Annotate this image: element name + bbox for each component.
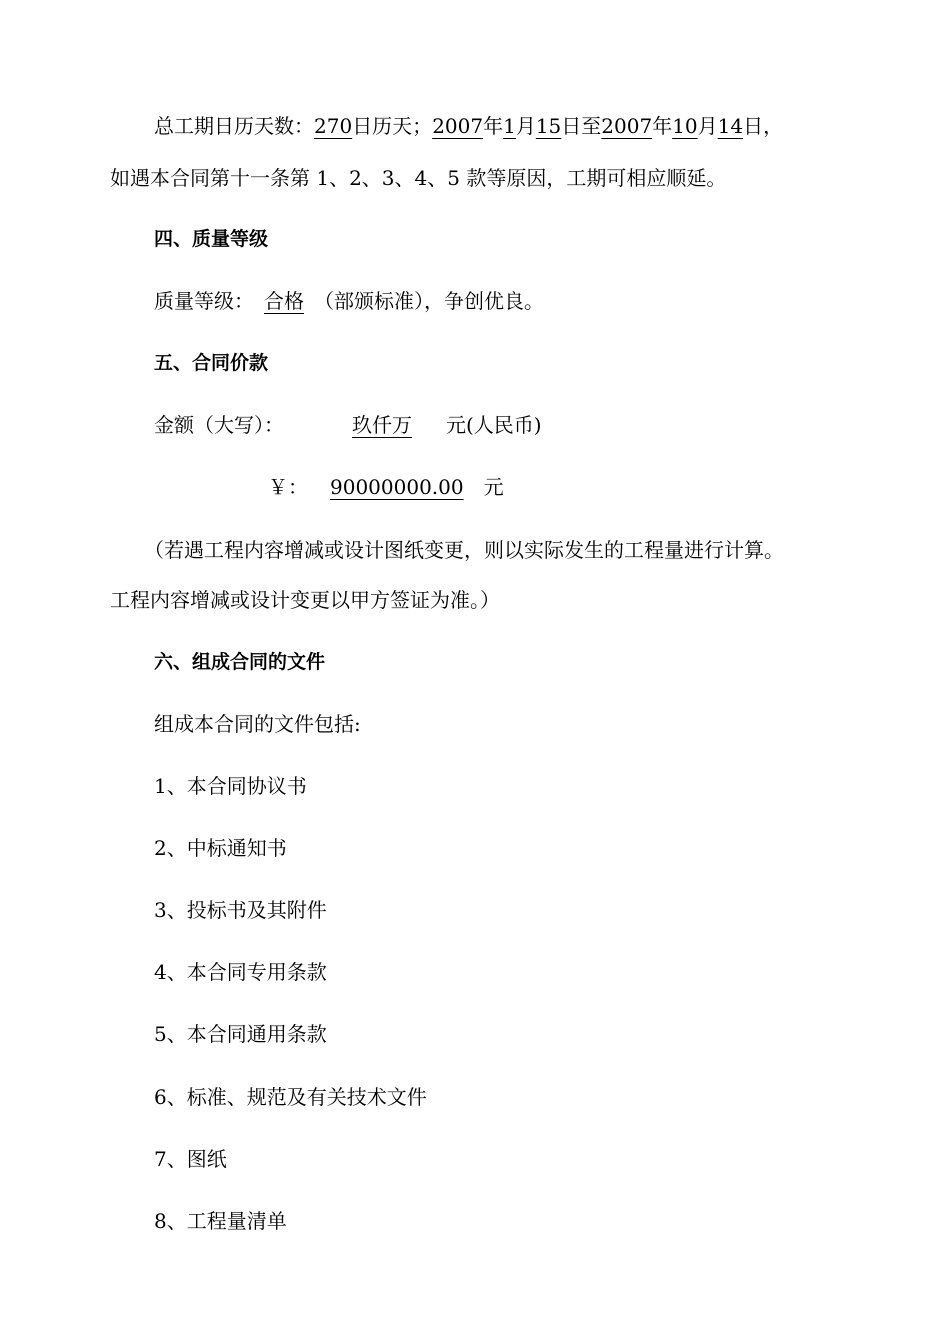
schedule-line [154,113,783,139]
start-day: 15 [535,114,562,138]
end-month: 10 [672,114,698,138]
year-char: 年 [652,114,673,138]
quality-suffix: （部颁标准），争创优良。 [314,289,544,313]
list-item: 4、本合同专用条款 [154,960,327,984]
start-year: 2007 [432,114,484,138]
end-day: 14 [717,114,744,138]
amount-label: 金额（大写）： [154,413,284,437]
amount-words-line [154,412,542,438]
list-item: 8、工程量清单 [154,1209,287,1233]
documents-heading: 六、组成合同的文件 [154,651,326,673]
date-to: 日至 [561,114,602,138]
list-item: 7、图纸 [154,1147,227,1171]
list-item: 1、本合同协议书 [154,774,307,798]
amount-number-line [268,474,504,500]
month-char: 月 [515,114,536,138]
quality-value: 合格 [264,289,304,313]
documents-intro: 组成本合同的文件包括: [154,712,361,736]
list-item: 2、中标通知书 [154,836,287,860]
amount-number: 90000000.00 [330,475,464,499]
days-unit: 日历天； [352,114,433,138]
schedule-extension-text: 如遇本合同第十一条第 1、2、3、4、5 款等原因，工期可相应顺延。 [110,166,727,190]
yen-label: ￥： [268,475,308,499]
total-days: 270 [314,114,353,138]
schedule-label: 总工期日历天数： [154,114,314,138]
quality-heading: 四、质量等级 [154,228,269,250]
end-year: 2007 [601,114,653,138]
amount-words: 玖仟万 [352,413,412,437]
price-heading: 五、合同价款 [154,352,269,374]
month-char: 月 [697,114,718,138]
amount-unit: 元(人民币) [446,413,542,437]
price-note-line1: （若遇工程内容增减或设计图纸变更，则以实际发生的工程量进行计算。 [144,538,784,562]
list-item: 3、投标书及其附件 [154,898,327,922]
quality-label: 质量等级： [154,289,254,313]
end-suffix: 日， [743,114,784,138]
quality-line [154,288,544,314]
list-item: 6、标准、规范及有关技术文件 [154,1085,427,1109]
price-note-line2: 工程内容增减或设计变更以甲方签证为准。） [110,588,500,612]
start-month: 1 [503,114,516,138]
list-item: 5、本合同通用条款 [154,1022,327,1046]
yen-unit: 元 [483,475,504,499]
year-char: 年 [483,114,504,138]
